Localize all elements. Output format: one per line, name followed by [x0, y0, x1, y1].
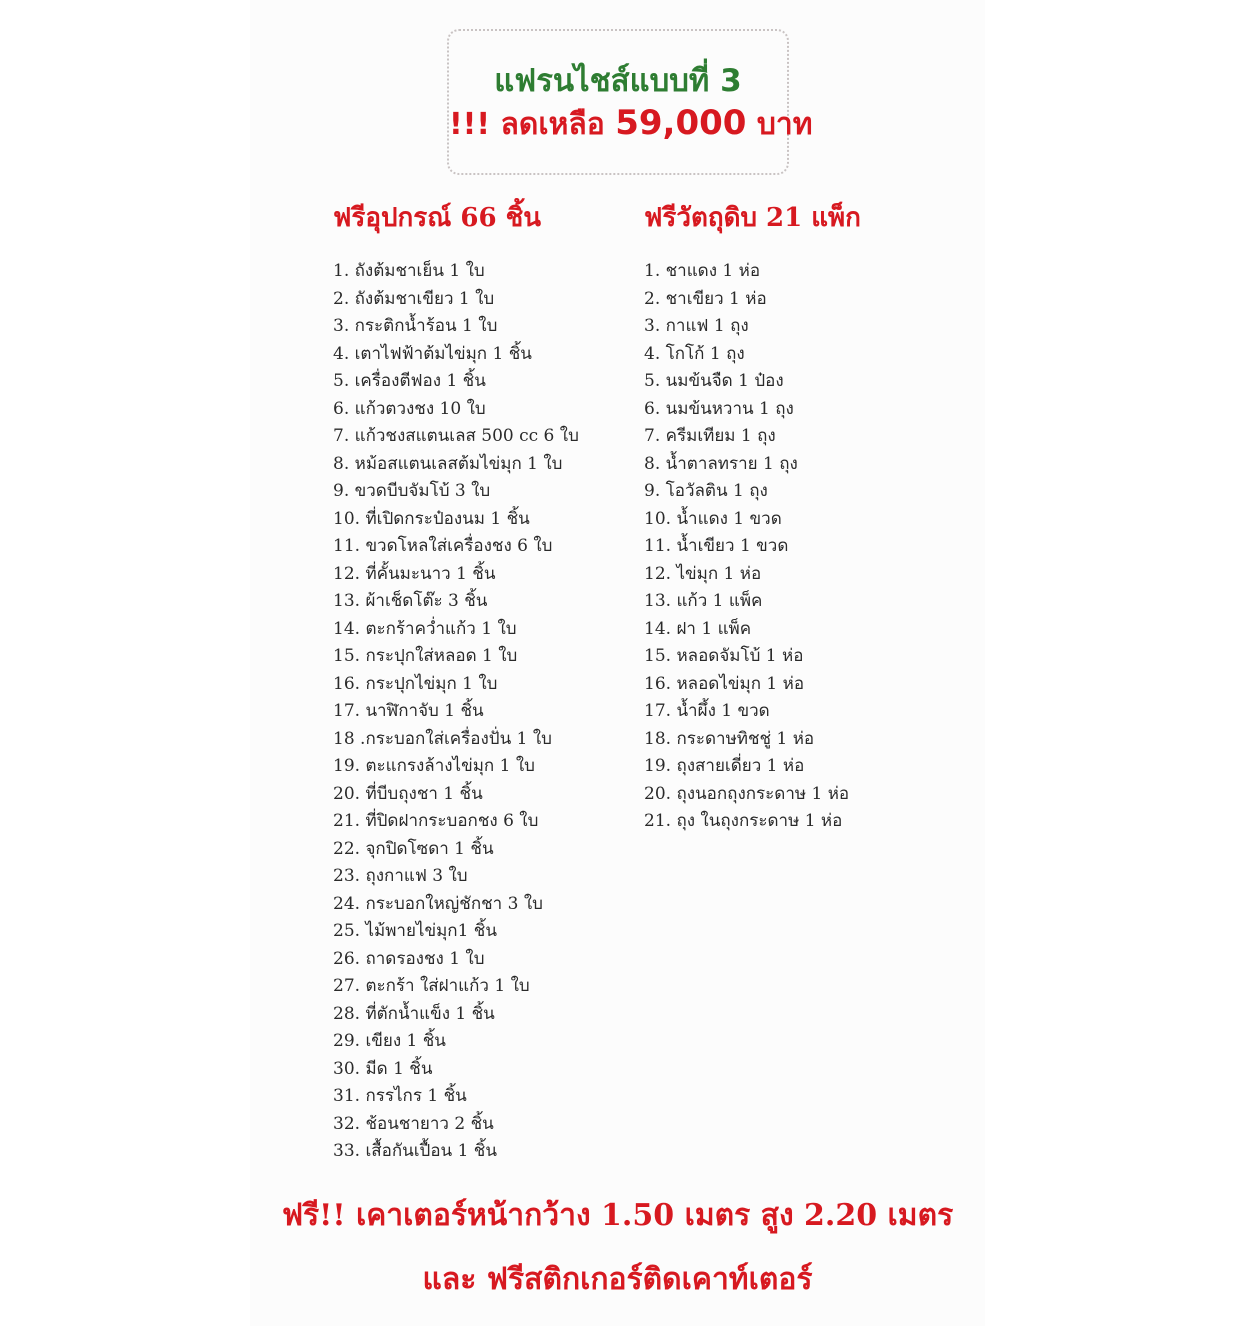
equipment-item: 26. ถาดรองชง 1 ใบ	[333, 948, 485, 969]
equipment-item: 2. ถังต้มชาเขียว 1 ใบ	[333, 288, 495, 309]
equipment-item: 19. ตะแกรงล้างไข่มุก 1 ใบ	[333, 756, 535, 776]
equipment-item: 1. ถังต้มชาเย็น 1 ใบ	[333, 261, 485, 281]
equipment-heading: ฟรีอุปกรณ์ 66 ชิ้น	[333, 203, 542, 233]
free-sticker-note: และ ฟรีสติกเกอร์ติดเคาท์เตอร์	[422, 1262, 813, 1297]
ingredient-item: 18. กระดาษทิชชู่ 1 ห่อ	[644, 728, 815, 749]
equipment-item: 27. ตะกร้า ใส่ฝาแก้ว 1 ใบ	[333, 976, 530, 996]
ingredient-item: 11. น้ำเขียว 1 ขวด	[644, 536, 789, 556]
promo-header-box	[447, 29, 813, 175]
equipment-item: 21. ที่ปิดฝากระบอกชง 6 ใบ	[333, 811, 539, 831]
ingredients-list	[644, 258, 849, 836]
ingredient-item: 8. น้ำตาลทราย 1 ถุง	[644, 453, 798, 474]
ingredient-item: 1. ชาแดง 1 ห่อ	[644, 261, 761, 281]
ingredient-item: 6. นมข้นหวาน 1 ถุง	[644, 398, 794, 419]
equipment-item: 9. ขวดบีบจัมโบ้ 3 ใบ	[333, 481, 491, 501]
equipment-item: 33. เสื้อกันเปื้อน 1 ชิ้น	[333, 1141, 497, 1161]
equipment-item: 22. จุกปิดโซดา 1 ชิ้น	[333, 838, 494, 859]
ingredient-item: 15. หลอดจัมโบ้ 1 ห่อ	[644, 646, 804, 666]
ingredient-item: 3. กาแฟ 1 ถุง	[644, 316, 749, 336]
equipment-item: 5. เครื่องตีฟอง 1 ชิ้น	[333, 371, 486, 391]
franchise-title: แฟรนไชส์แบบที่ 3	[494, 63, 742, 99]
ingredient-item: 16. หลอดไข่มุก 1 ห่อ	[644, 673, 805, 694]
equipment-list	[333, 258, 579, 1166]
ingredient-item: 19. ถุงสายเดี่ยว 1 ห่อ	[644, 756, 805, 776]
ingredients-heading: ฟรีวัตถุดิบ 21 แพ็ก	[644, 203, 861, 233]
ingredient-item: 13. แก้ว 1 แพ็ค	[644, 591, 763, 611]
equipment-item: 12. ที่คั้นมะนาว 1 ชิ้น	[333, 563, 496, 584]
ingredient-item: 20. ถุงนอกถุงกระดาษ 1 ห่อ	[644, 783, 850, 804]
ingredient-item: 12. ไข่มุก 1 ห่อ	[644, 563, 762, 584]
equipment-item: 6. แก้วตวงชง 10 ใบ	[333, 398, 486, 419]
equipment-item: 20. ที่บีบถุงชา 1 ชิ้น	[333, 783, 483, 804]
price-value: 59,000	[615, 103, 747, 143]
free-counter-note: ฟรี!! เคาเตอร์หน้ากว้าง 1.50 เมตร สูง 2.20 เมตร	[281, 1198, 954, 1233]
equipment-item: 25. ไม้พายไข่มุก1 ชิ้น	[333, 921, 497, 941]
equipment-item: 28. ที่ตักน้ำแข็ง 1 ชิ้น	[333, 1003, 495, 1024]
equipment-item: 23. ถุงกาแฟ 3 ใบ	[333, 866, 468, 886]
ingredient-item: 17. น้ำผึ้ง 1 ขวด	[644, 701, 770, 721]
equipment-item: 30. มีด 1 ชิ้น	[333, 1058, 433, 1079]
equipment-item: 7. แก้วชงสแตนเลส 500 cc 6 ใบ	[333, 426, 579, 446]
equipment-item: 3. กระติกน้ำร้อน 1 ใบ	[333, 316, 498, 336]
ingredient-item: 7. ครีมเทียม 1 ถุง	[644, 426, 776, 446]
equipment-item: 17. นาฬิกาจับ 1 ชิ้น	[333, 701, 484, 721]
ingredient-item: 10. น้ำแดง 1 ขวด	[644, 508, 782, 529]
equipment-item: 16. กระปุกไข่มุก 1 ใบ	[333, 673, 498, 694]
equipment-item: 10. ที่เปิดกระป๋องนม 1 ชิ้น	[333, 508, 530, 529]
equipment-item: 4. เตาไฟฟ้าต้มไข่มุก 1 ชิ้น	[333, 343, 532, 364]
ingredient-item: 4. โกโก้ 1 ถุง	[644, 343, 745, 364]
equipment-item: 14. ตะกร้าคว่ำแก้ว 1 ใบ	[333, 618, 517, 639]
ingredient-item: 9. โอวัลติน 1 ถุง	[644, 481, 768, 501]
equipment-item: 13. ผ้าเช็ดโต๊ะ 3 ชิ้น	[333, 591, 488, 611]
equipment-item: 15. กระปุกใส่หลอด 1 ใบ	[333, 646, 518, 666]
ingredient-item: 14. ฝา 1 แพ็ค	[644, 618, 752, 639]
ingredient-item: 2. ชาเขียว 1 ห่อ	[644, 288, 767, 309]
price-line	[449, 103, 813, 145]
equipment-item: 31. กรรไกร 1 ชิ้น	[333, 1086, 467, 1106]
price-currency: บาท	[746, 107, 813, 142]
equipment-item: 24. กระบอกใหญ่ชักชา 3 ใบ	[333, 893, 543, 914]
equipment-item: 32. ช้อนชายาว 2 ชิ้น	[333, 1113, 494, 1134]
equipment-item: 29. เขียง 1 ชิ้น	[333, 1031, 446, 1051]
price-prefix: !!! ลดเหลือ	[449, 107, 616, 142]
equipment-item: 11. ขวดโหลใส่เครื่องชง 6 ใบ	[333, 536, 553, 556]
ingredient-item: 5. นมข้นจืด 1 ป๋อง	[644, 371, 784, 391]
equipment-item: 18 .กระบอกใส่เครื่องปั่น 1 ใบ	[333, 728, 552, 749]
ingredient-item: 21. ถุง ในถุงกระดาษ 1 ห่อ	[644, 811, 843, 831]
equipment-item: 8. หม้อสแตนเลสต้มไข่มุก 1 ใบ	[333, 453, 563, 474]
